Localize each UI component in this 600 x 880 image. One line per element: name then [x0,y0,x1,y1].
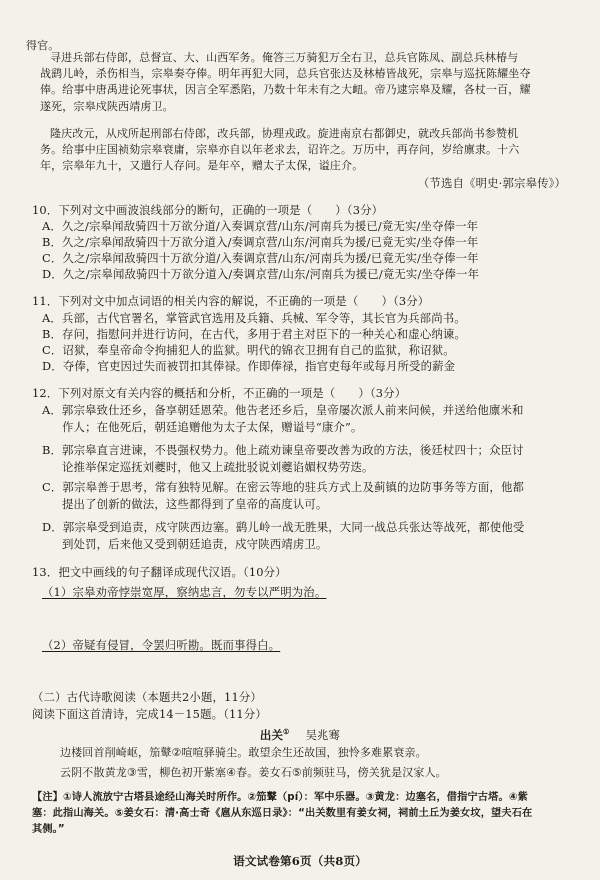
passage-line: 年，宗皋年九十，又遣行人存问。是年卒，赠太子太保，谥庄介。 [40,159,364,172]
poem-title: 出关 [259,727,284,742]
passage-line: 战鹞儿岭，杀伤相当，宗皋奏夺俸。明年再犯大同，总兵官张达及林椿皆战死，宗皋与巡抚陈耀坐夺 [40,67,531,80]
question-12-stem: 12．下列对原文有关内容的概括和分析，不正确的一项是（ ）（3分） [32,386,407,400]
poetry-instruction: 阅读下面这首清诗，完成14－15题。（11分） [32,707,267,721]
question-10-stem: 10．下列对文中画波浪线部分的断句，正确的一项是（ ）（3分） [32,203,384,217]
question-10-option-c: C．久之/宗皋闻敌骑四十万欲分道/入奏调京营/山东/河南兵为援/已竟无实/坐夺俸一年 [42,251,479,265]
question-10-option-b: B．久之/宗皋闻敌骑四十万欲分道入/奏调京营/山东/河南兵为援/已竟无实/坐夺俸一年 [42,235,479,249]
passage-source: （节选自《明史·郭宗皋传》） [417,176,566,190]
poem-title-line [0,724,600,743]
question-12-option-d: D．郭宗皋受到追责，戍守陕西边塞。鹞儿岭一战无胜果，大同一战总兵张达等战死，都使他受 [42,520,525,534]
passage-line: 隆庆改元，从戍所起刑部右侍郎，改兵部，协理戎政。旋进南京右都御史，就改兵部尚书参赞机 [50,127,519,140]
question-13-stem: 13．把文中画线的句子翻译成现代汉语。（10分） [32,565,287,579]
question-11-option-d: D．夺俸，官吏因过失而被罚扣其俸禄。作即俸禄，指官吏每年或每月所受的薪金 [42,359,456,373]
question-13-item-2: （2）帝疑有侵冒，令罢归听勘。既而事得白。 [42,638,281,652]
poem-note: 【注】①诗人流放宁古塔县途经山海关时所作。②笳鼙（pí）：军中乐器。③黄龙：边塞名，借指宁古塔。④紫 [32,792,528,803]
poem-line: 云阴不散黄龙③雪，柳色初开紫塞④春。姜女石⑤前频驻马，傍关犹是汉家人。 [60,766,447,779]
poem-author: 吴兆骞 [305,727,341,742]
passage-line: 遂死，宗皋戍陕西靖虏卫。 [40,100,174,113]
passage-line: 务。给事中庄国祯劾宗皋衰庸，宗皋亦自以年老求去，诏许之。万历中，再存问，岁给廪隶。十六 [40,143,520,156]
question-12-option-b-cont: 论推举保定巡抚刘夔时，他又上疏批驳说刘夔谄媚权势劳迭。 [62,460,374,474]
question-11-option-c: C．诏狱，奉皇帝命令拘捕犯人的监狱。明代的锦衣卫拥有自己的监狱，称诏狱。 [42,343,455,357]
question-10-option-d: D．久之/宗皋闻敌骑四十万欲分道入/奏调京营/山东/河南兵为援已/竟无实/坐夺俸一年 [42,267,480,281]
poem-note: 塞：此指山海关。⑤姜女石：清·高士奇《扈从东巡日录》：“出关数里有姜女祠，祠前土丘为姜女坟，望夫石在 [32,808,533,819]
poem-note: 其侧。” [32,824,65,835]
passage-line: 寻进兵部右侍郎，总督宣、大、山西军务。俺答三万骑犯万全右卫，总兵官陈凤、副总兵林椿与 [50,51,519,64]
poetry-section-heading: （二）古代诗歌阅读（本题共2小题，11分） [32,690,262,704]
question-13-item-1: （1）宗皋劝帝悖崇宽厚，察纳忠言，勿专以严明为治。 [42,585,327,599]
question-12-option-b: B．郭宗皋直言进谏，不畏强权势力。他上疏劝谏皇帝要改善为政的方法，後廷杖四十；众臣讨 [42,443,524,457]
passage-top-fragment: 得官。 [26,39,60,52]
question-12-option-c: C．郭宗皋善于思考，常有独特见解。在密云等地的驻兵方式上及蓟镇的边防事务等方面，他都 [42,480,525,494]
page-footer: 语文试卷第6页（共8页） [233,854,367,868]
question-10-option-a: A．久之/宗皋闻敌骑四十万欲分道/入奏调京营/山东/河南兵为援已/竟无实/坐夺俸一年 [42,219,479,233]
question-11-option-b: B．存问，指慰问并进行访问，在古代，多用于君主对臣下的一种关心和虚心纳谏。 [42,327,466,341]
question-12-option-d-cont: 到处罚，后来他又受到朝廷追责，戍守陕西靖虏卫。 [62,537,328,551]
question-12-option-a-cont: 作人；在他死后，朝廷追赠他为太子太保，赠谥号“康介”。 [62,420,363,434]
passage-line: 俸。给事中唐禹进论死事状，因言全军悉陷，乃数十年未有之大衄。帝乃逮宗皋及耀，各杖一百，耀 [40,83,531,96]
question-12-option-c-cont: 提出了创新的做法，这些都得到了皇帝的高度认可。 [62,497,328,511]
question-12-option-a: A．郭宗皋致仕还乡，备享朝廷恩荣。他告老还乡后，皇帝屡次派人前来问候，并送给他廪米和 [42,403,524,417]
question-11-option-a: A．兵部，古代官署名，掌管武官选用及兵籍、兵械、军令等，其长官为兵部尚书。 [42,311,466,325]
poem-title-note: ① [283,727,290,736]
question-11-stem: 11．下列对文中加点词语的相关内容的解说，不正确的一项是（ ）（3分） [32,294,430,308]
poem-line: 边楼回首削崎岖，笳鼙②喧喧驿骑尘。敢望余生还故国，独怜多难累衰亲。 [60,746,427,759]
